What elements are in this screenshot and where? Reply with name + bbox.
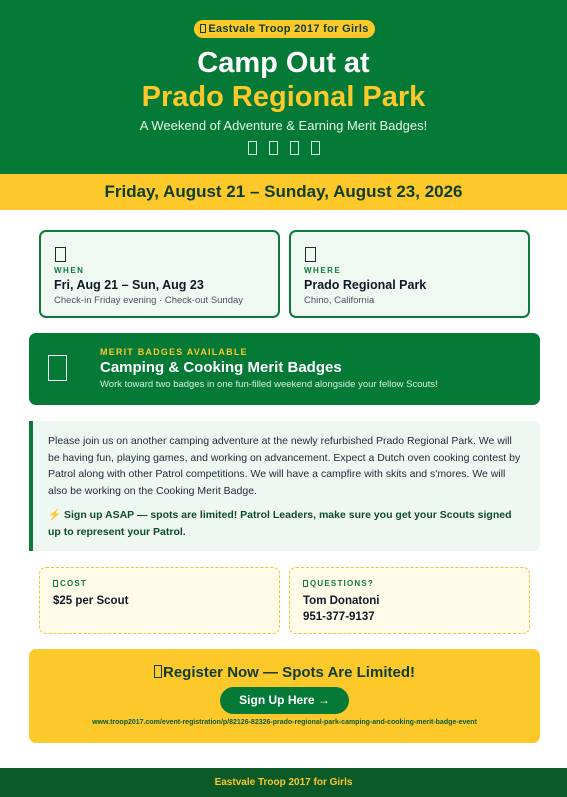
where-value: Prado Regional Park — [304, 278, 427, 292]
where-label: WHERE — [304, 266, 342, 275]
location-pin-icon — [305, 247, 316, 262]
cost-label-row — [53, 579, 87, 588]
title-line-1: Camp Out at — [197, 47, 370, 79]
tent-icon — [248, 141, 257, 155]
when-sub: Check-in Friday evening · Check-out Sunday — [54, 295, 244, 306]
fire-icon — [269, 141, 278, 155]
badge-icon — [48, 355, 67, 381]
questions-label: QUESTIONS? — [310, 579, 375, 588]
title-line-2: Prado Regional Park — [141, 81, 426, 113]
medal-icon — [311, 141, 320, 155]
signup-callout: ⚡ Sign up ASAP — spots are limited! Patrol Leaders, make sure you get your Scouts signed up to represent your Patrol. — [48, 509, 512, 538]
hero-icons — [0, 141, 567, 160]
phone-icon — [303, 580, 308, 587]
calendar-icon — [55, 247, 66, 262]
money-icon — [53, 580, 58, 587]
tent-icon — [200, 24, 206, 33]
contact-phone[interactable]: 951-377-9137 — [303, 611, 375, 623]
event-description — [29, 421, 540, 551]
registration-url[interactable]: www.troop2017.com/event-registration/p/82126-82326-prado-regional-park-camping-and-cooking-merit-badge-event — [92, 719, 477, 726]
merit-sub: Work toward two badges in one fun-filled weekend alongside your fellow Scouts! — [100, 379, 438, 390]
tree-icon — [290, 141, 299, 155]
merit-label: MERIT BADGES AVAILABLE — [100, 347, 248, 357]
date-banner: Friday, August 21 – Sunday, August 23, 2026 — [0, 174, 567, 210]
questions-box — [289, 567, 530, 634]
sign-up-button[interactable]: Sign Up Here → — [220, 687, 349, 714]
cost-label: COST — [60, 579, 88, 588]
troop-pill — [194, 20, 375, 38]
merit-title: Camping & Cooking Merit Badges — [100, 359, 342, 376]
register-section — [29, 649, 540, 743]
register-title-row — [29, 664, 540, 681]
troop-pill-label: Eastvale Troop 2017 for Girls — [208, 23, 369, 35]
description-body: Please join us on another camping adventure at the newly refurbished Prado Regional Park. We will be having fun, playing games, and working on advancement. Expect a Dutch oven cooking contest by Patrol along with other Patrol competitions. We will have a campfire with skits and s'mores. We will also be working on the Cooking Merit Badge. — [48, 435, 521, 497]
contact-info — [303, 593, 379, 625]
footer: Eastvale Troop 2017 for Girls — [0, 768, 567, 797]
when-value: Fri, Aug 21 – Sun, Aug 23 — [54, 278, 204, 292]
questions-label-row — [303, 579, 374, 588]
hero-header — [0, 0, 567, 174]
merit-badge-banner — [29, 333, 540, 405]
tagline: A Weekend of Adventure & Earning Merit Badges! — [139, 118, 428, 133]
when-card — [39, 230, 280, 318]
clipboard-icon — [154, 665, 162, 678]
cost-box — [39, 567, 280, 634]
register-title: Register Now — Spots Are Limited! — [163, 664, 415, 681]
cost-value: $25 per Scout — [53, 595, 129, 607]
where-card — [289, 230, 530, 318]
where-sub: Chino, California — [304, 295, 375, 306]
when-label: WHEN — [54, 266, 85, 275]
contact-name: Tom Donatoni — [303, 595, 380, 607]
